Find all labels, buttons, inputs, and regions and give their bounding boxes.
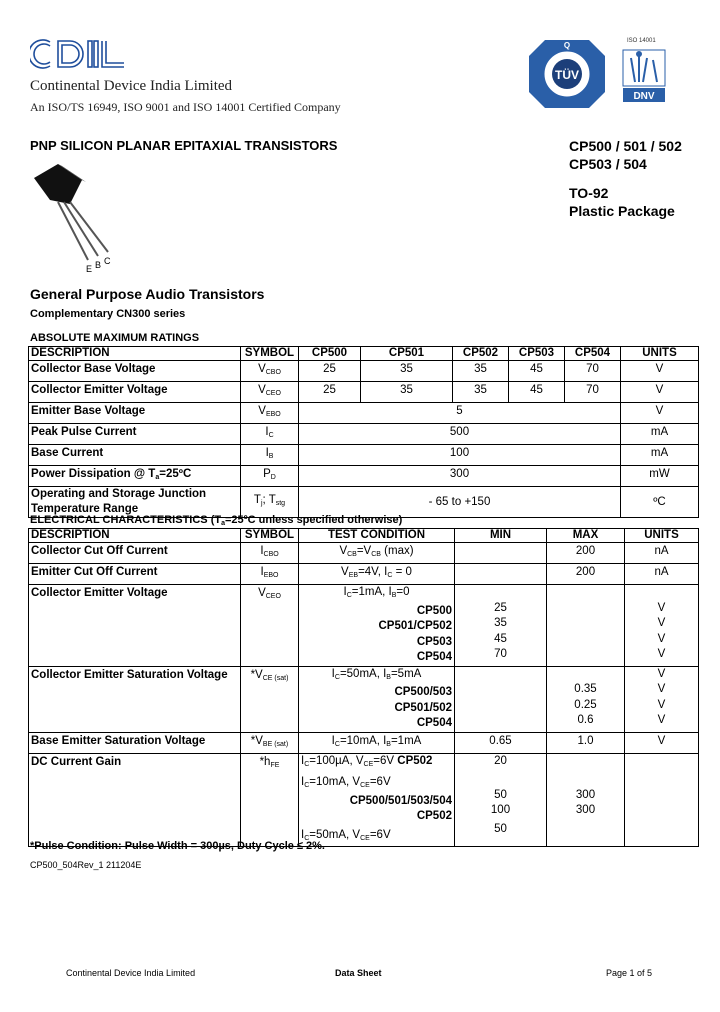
row-description: Peak Pulse Current [29,424,241,445]
row-description: Collector Cut Off Current [29,543,241,564]
unit-cell: V V V V [625,585,699,667]
value-cell: 25 [299,361,361,382]
amr-section-title: ABSOLUTE MAXIMUM RATINGS [30,332,200,344]
value-cell: 25 [299,382,361,403]
header-cell: TEST CONDITION [299,529,455,543]
row-symbol: $*V_{CE (sat)}$ [241,666,299,732]
value-cell: 100 [299,445,621,466]
footer-doc-type: Data Sheet [335,968,382,978]
header-cell: CP504 [565,347,621,361]
part-label: CP501/502 [394,701,452,714]
main-title: PNP SILICON PLANAR EPITAXIAL TRANSISTORS [30,138,338,153]
row-symbol: $V_{CEO}$ [241,382,299,403]
table-row [29,487,699,518]
row-description: Collector Emitter Saturation Voltage [29,666,241,732]
row-symbol: $I_{CBO}$ [241,543,299,564]
table-row [29,466,699,487]
row-symbol: $I_{EBO}$ [241,564,299,585]
certification-badges [527,38,667,113]
table-row [29,445,699,466]
part-label: CP504 [416,651,452,663]
min-cell [455,564,547,585]
min-cell: 0.65 [455,732,547,753]
header-cell: UNITS [625,529,699,543]
value-cell: 70 [565,361,621,382]
table-header-row [29,347,699,361]
row-description: Collector Emitter Voltage [29,382,241,403]
row-description: Power Dissipation @ $T_a=25ºC$ [29,466,241,487]
row-symbol: $I_C$ [241,424,299,445]
min-cell [455,666,547,732]
unit-cell: nA [625,564,699,585]
header-cell: SYMBOL [241,347,299,361]
max-cell [547,585,625,667]
unit-cell: ºC [621,487,699,518]
part-label: CP502 [397,754,433,767]
subtitle: General Purpose Audio Transistors [30,286,265,302]
row-symbol: $V_{CBO}$ [241,361,299,382]
dnv-badge [623,50,665,102]
table-row [29,564,699,585]
row-symbol: $V_{CEO}$ [241,585,299,667]
header-cell: CP503 [509,347,565,361]
svg-text:E: E [86,264,93,274]
min-cell: 20 50 100 50 [455,753,547,847]
unit-cell: mW [621,466,699,487]
company-name: Continental Device India Limited [30,78,233,94]
row-description: DC Current Gain [29,753,241,847]
unit-cell: V [621,403,699,424]
test-condition: $I_C=100\mu A$, $V_{CE}=6V$ CP502 $I_C=10mA$, $V_{CE}=6V$ CP500/501/503/504 CP502 $I_C=50mA$, $V_{CE}=6V$ [299,753,455,847]
table-row [29,585,699,667]
revision-code: CP500_504Rev_1 211204E [30,860,142,870]
svg-text:DNV: DNV [633,91,655,102]
company-logo [30,36,126,77]
part-label: CP501/CP502 [378,620,452,632]
part-label: CP503 [416,635,452,648]
svg-text:TÜV: TÜV [555,68,579,82]
svg-text:B: B [95,260,102,270]
unit-cell: V [621,382,699,403]
table-row [29,666,699,732]
tuv-badge [529,40,605,108]
max-cell: 200 [547,543,625,564]
header-cell: CP502 [453,347,509,361]
row-description: Base Current [29,445,241,466]
part-label: CP500/503 [394,686,452,698]
unit-cell: V V V V [625,666,699,732]
table-row [29,403,699,424]
test-condition: $V_{CB}=V_{CB}$ (max) [299,543,455,564]
part-label: CP504 [416,717,452,729]
row-symbol: $*V_{BE (sat)}$ [241,732,299,753]
min-cell [455,543,547,564]
max-cell: 0.35 0.25 0.6 [547,666,625,732]
value-cell: 35 [361,382,453,403]
header-cell: DESCRIPTION [29,529,241,543]
value-cell: 45 [509,361,565,382]
value-cell: 5 [299,403,621,424]
unit-cell: mA [621,445,699,466]
header-cell: MAX [547,529,625,543]
header-cell: CP500 [299,347,361,361]
row-description: Collector Emitter Voltage [29,585,241,667]
part-label: CP502 [416,810,452,822]
unit-cell: nA [625,543,699,564]
header-cell: CP501 [361,347,453,361]
row-description: Operating and Storage Junction Temperature Range [29,487,241,518]
to92-transistor-icon [28,160,128,285]
row-description: Collector Base Voltage [29,361,241,382]
header-cell: MIN [455,529,547,543]
value-cell: - 65 to +150 [299,487,621,518]
package-description: Plastic Package [569,203,675,219]
footer-page-number: Page 1 of 5 [606,968,653,978]
value-cell: 35 [453,361,509,382]
row-symbol: $*h_{FE}$ [241,753,299,847]
max-cell: 200 [547,564,625,585]
footer-company: Continental Device India Limited [66,968,196,978]
part-numbers-line2: CP503 / 504 [569,156,647,172]
min-cell: 25 35 45 70 [455,585,547,667]
table-row [29,543,699,564]
unit-cell: V [625,732,699,753]
value-cell: 35 [453,382,509,403]
part-label: CP500 [416,604,452,617]
row-symbol: $I_B$ [241,445,299,466]
test-condition: $V_{EB}=4V$, $I_C = 0$ [299,564,455,585]
value-cell: 500 [299,424,621,445]
max-cell: 1.0 [547,732,625,753]
svg-text:C: C [104,256,111,266]
table-row [29,753,699,847]
row-symbol: $V_{EBO}$ [241,403,299,424]
unit-cell [625,753,699,847]
table-row [29,382,699,403]
test-condition: $I_C=50mA$, $I_B=5mA$ CP500/503 CP501/502 CP504 [299,666,455,732]
test-condition: $I_C=1mA$, $I_B=0$ CP500 CP501/CP502 CP503 CP504 [299,585,455,667]
electrical-characteristics-table [28,528,699,847]
certification-line: An ISO/TS 16949, ISO 9001 and ISO 14001 Certified Company [30,100,341,114]
ec-section-title: ELECTRICAL CHARACTERISTICS ($T_a=25ºC$ unless specified otherwise) [30,514,403,527]
row-description: Emitter Cut Off Current [29,564,241,585]
absolute-max-ratings-table [28,346,699,518]
iso-14001-label: ISO 14001 [627,38,656,44]
row-symbol: $P_D$ [241,466,299,487]
value-cell: 45 [509,382,565,403]
row-description: Emitter Base Voltage [29,403,241,424]
max-cell: 300 300 [547,753,625,847]
unit-cell: V [621,361,699,382]
part-numbers-line1: CP500 / 501 / 502 [569,138,682,154]
value-cell: 70 [565,382,621,403]
header-cell: UNITS [621,347,699,361]
table-row [29,361,699,382]
table-row [29,424,699,445]
value-cell: 300 [299,466,621,487]
part-label: CP500/501/503/504 [349,794,452,807]
complementary-note: Complementary CN300 series [30,308,186,320]
pulse-condition-note: *Pulse Condition: Pulse Width = 300µs, Duty Cycle ≤ 2%. [30,840,325,852]
row-description: Base Emitter Saturation Voltage [29,732,241,753]
table-header-row [29,529,699,543]
value-cell: 35 [361,361,453,382]
header-cell: DESCRIPTION [29,347,241,361]
svg-text:Q: Q [563,41,571,50]
header-cell: SYMBOL [241,529,299,543]
test-condition: $I_C=10mA$, $I_B=1mA$ [299,732,455,753]
unit-cell: mA [621,424,699,445]
package-type: TO-92 [569,185,609,201]
table-row [29,732,699,753]
row-symbol: $T_j$; $T_{stg}$ [241,487,299,518]
